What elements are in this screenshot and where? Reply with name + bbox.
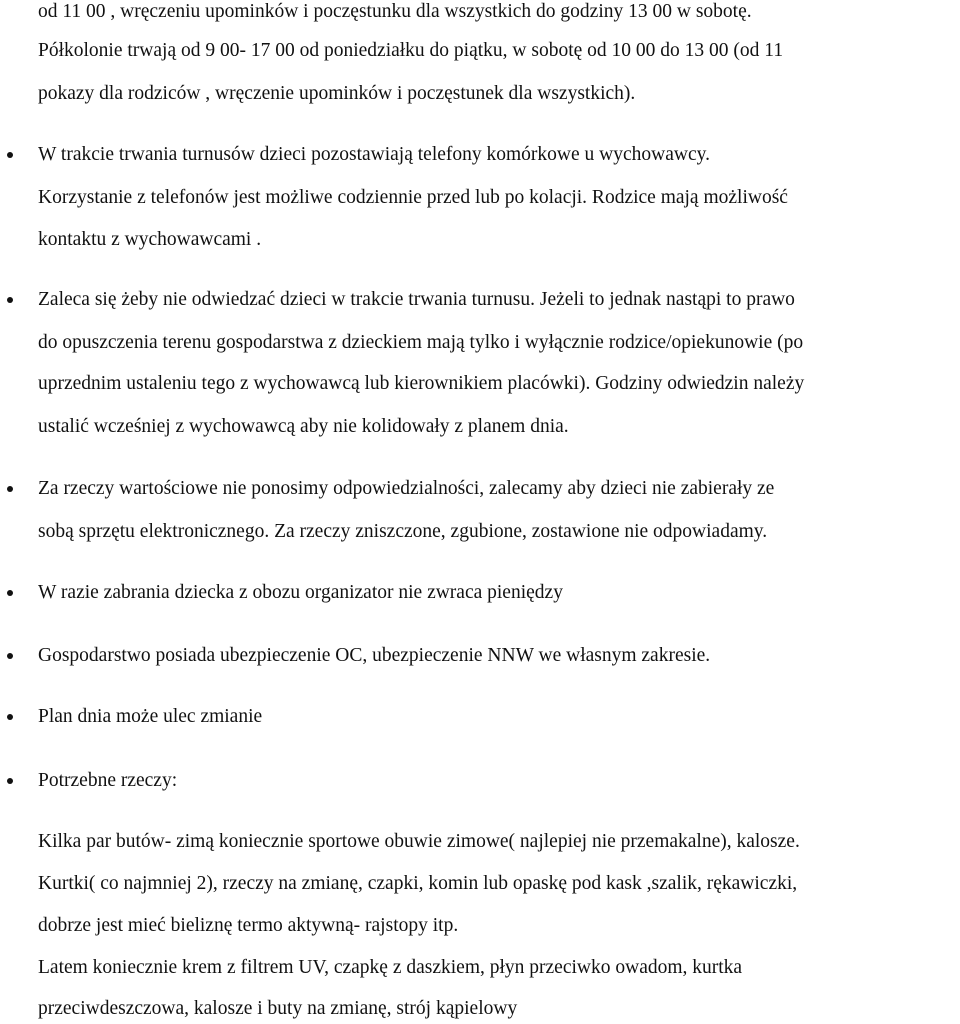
text-line: dobrze jest mieć bieliznę termo aktywną- rajstopy itp. <box>38 915 459 936</box>
text-line: przeciwdeszczowa, kalosze i buty na zmianę, strój kąpielowy <box>38 998 518 1019</box>
bullet-icon <box>7 297 13 303</box>
text-line: od 11 00 , wręczeniu upominków i poczęstunku dla wszystkich do godziny 13 00 w sobotę. <box>38 1 752 22</box>
text-line: Kurtki( co najmniej 2), rzeczy na zmianę, czapki, komin lub opaskę pod kask ,szalik, rękawiczki, <box>38 873 798 894</box>
text-line: pokazy dla rodziców , wręczenie upominków i poczęstunek dla wszystkich). <box>38 83 636 104</box>
bullet-icon <box>7 714 13 720</box>
text-line: Gospodarstwo posiada ubezpieczenie OC, ubezpieczenie NNW we własnym zakresie. <box>38 645 711 666</box>
text-line: W trakcie trwania turnusów dzieci pozostawiają telefony komórkowe u wychowawcy. <box>38 144 710 165</box>
text-line: Zaleca się żeby nie odwiedzać dzieci w trakcie trwania turnusu. Jeżeli to jednak nastąpi to prawo <box>38 289 795 310</box>
text-line: Za rzeczy wartościowe nie ponosimy odpowiedzialności, zalecamy aby dzieci nie zabierały ze <box>38 478 775 499</box>
text-line: Latem koniecznie krem z filtrem UV, czapkę z daszkiem, płyn przeciwko owadom, kurtka <box>38 957 743 978</box>
bullet-icon <box>7 152 13 158</box>
bullet-icon <box>7 778 13 784</box>
text-line: Półkolonie trwają od 9 00- 17 00 od poniedziałku do piątku, w sobotę od 10 00 do 13 00 (od 11 <box>38 40 784 61</box>
bullet-icon <box>7 590 13 596</box>
text-line: ustalić wcześniej z wychowawcą aby nie kolidowały z planem dnia. <box>38 416 569 437</box>
bullet-icon <box>7 653 13 659</box>
text-line: Kilka par butów- zimą koniecznie sportowe obuwie zimowe( najlepiej nie przemakalne), kalosze. <box>38 831 800 852</box>
text-line: Plan dnia może ulec zmianie <box>38 706 263 727</box>
text-line: do opuszczenia terenu gospodarstwa z dzieckiem mają tylko i wyłącznie rodzice/opiekunowie (po <box>38 332 804 353</box>
text-line: W razie zabrania dziecka z obozu organizator nie zwraca pieniędzy <box>38 582 563 603</box>
text-line: uprzednim ustaleniu tego z wychowawcą lub kierownikiem placówki). Godziny odwiedzin należy <box>38 373 805 394</box>
text-line: kontaktu z wychowawcami . <box>38 229 262 250</box>
bullet-icon <box>7 486 13 492</box>
text-line: sobą sprzętu elektronicznego. Za rzeczy zniszczone, zgubione, zostawione nie odpowiadamy. <box>38 521 768 542</box>
text-line: Potrzebne rzeczy: <box>38 770 178 791</box>
text-line: Korzystanie z telefonów jest możliwe codziennie przed lub po kolacji. Rodzice mają możliwość <box>38 187 788 208</box>
